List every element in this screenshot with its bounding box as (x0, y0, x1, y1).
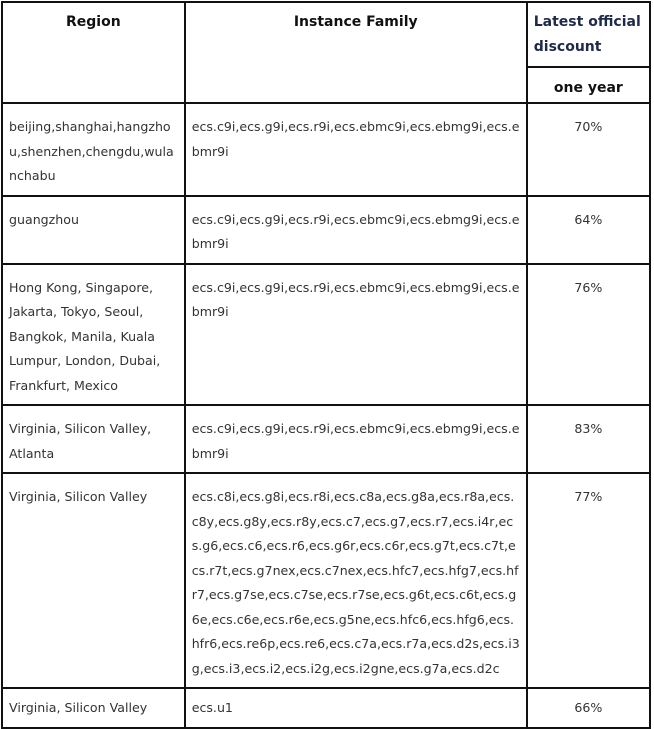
cell-instance-family: ecs.c9i,ecs.g9i,ecs.r9i,ecs.ebmc9i,ecs.ebmg9i,ecs.ebmr9i (185, 196, 527, 264)
cell-region: beijing,shanghai,hangzhou,shenzhen,chengdu,wulanchabu (2, 103, 185, 196)
cell-region: Virginia, Silicon Valley (2, 688, 185, 728)
header-row (2, 2, 650, 67)
header-region: Region (2, 2, 185, 103)
header-discount: Latest official discount (527, 2, 650, 67)
cell-region: Virginia, Silicon Valley, Atlanta (2, 405, 185, 473)
cell-discount: 77% (527, 473, 650, 688)
cell-discount: 66% (527, 688, 650, 728)
table-row (2, 196, 650, 264)
table-row (2, 473, 650, 688)
cell-instance-family: ecs.u1 (185, 688, 527, 728)
cell-discount: 64% (527, 196, 650, 264)
table-row (2, 688, 650, 728)
cell-region: Virginia, Silicon Valley (2, 473, 185, 688)
cell-discount: 76% (527, 264, 650, 406)
table-row (2, 405, 650, 473)
cell-discount: 70% (527, 103, 650, 196)
table-row (2, 264, 650, 406)
cell-region: guangzhou (2, 196, 185, 264)
cell-instance-family: ecs.c9i,ecs.g9i,ecs.r9i,ecs.ebmc9i,ecs.ebmg9i,ecs.ebmr9i (185, 405, 527, 473)
cell-instance-family: ecs.c8i,ecs.g8i,ecs.r8i,ecs.c8a,ecs.g8a,ecs.r8a,ecs.c8y,ecs.g8y,ecs.r8y,ecs.c7,ecs.g7,ecs.r7,ecs.i4r,ecs.g6,ecs.c6,ecs.r6,ecs.g6r,ecs.c6r,ecs.g7t,ecs.c7t,ecs.r7t,ecs.g7nex,ecs.c7nex,ecs.hfc7,ecs.hfg7,ecs.hfr7,ecs.g7se,ecs.c7se,ecs.r7se,ecs.g6t,ecs.c6t,ecs.g6e,ecs.c6e,ecs.r6e,ecs.g5ne,ecs.hfc6,ecs.hfg6,ecs.hfr6,ecs.re6p,ecs.re6,ecs.c7a,ecs.r7a,ecs.d2s,ecs.i3g,ecs.i3,ecs.i2,ecs.i2g,ecs.i2gne,ecs.g7a,ecs.d2c (185, 473, 527, 688)
cell-instance-family: ecs.c9i,ecs.g9i,ecs.r9i,ecs.ebmc9i,ecs.ebmg9i,ecs.ebmr9i (185, 103, 527, 196)
cell-instance-family: ecs.c9i,ecs.g9i,ecs.r9i,ecs.ebmc9i,ecs.ebmg9i,ecs.ebmr9i (185, 264, 527, 406)
header-one-year: one year (527, 67, 650, 103)
cell-region: Hong Kong, Singapore, Jakarta, Tokyo, Seoul, Bangkok, Manila, Kuala Lumpur, London, Dubai, Frankfurt, Mexico (2, 264, 185, 406)
table-row (2, 103, 650, 196)
cell-discount: 83% (527, 405, 650, 473)
header-instance-family: Instance Family (185, 2, 527, 103)
discount-table (1, 1, 651, 729)
